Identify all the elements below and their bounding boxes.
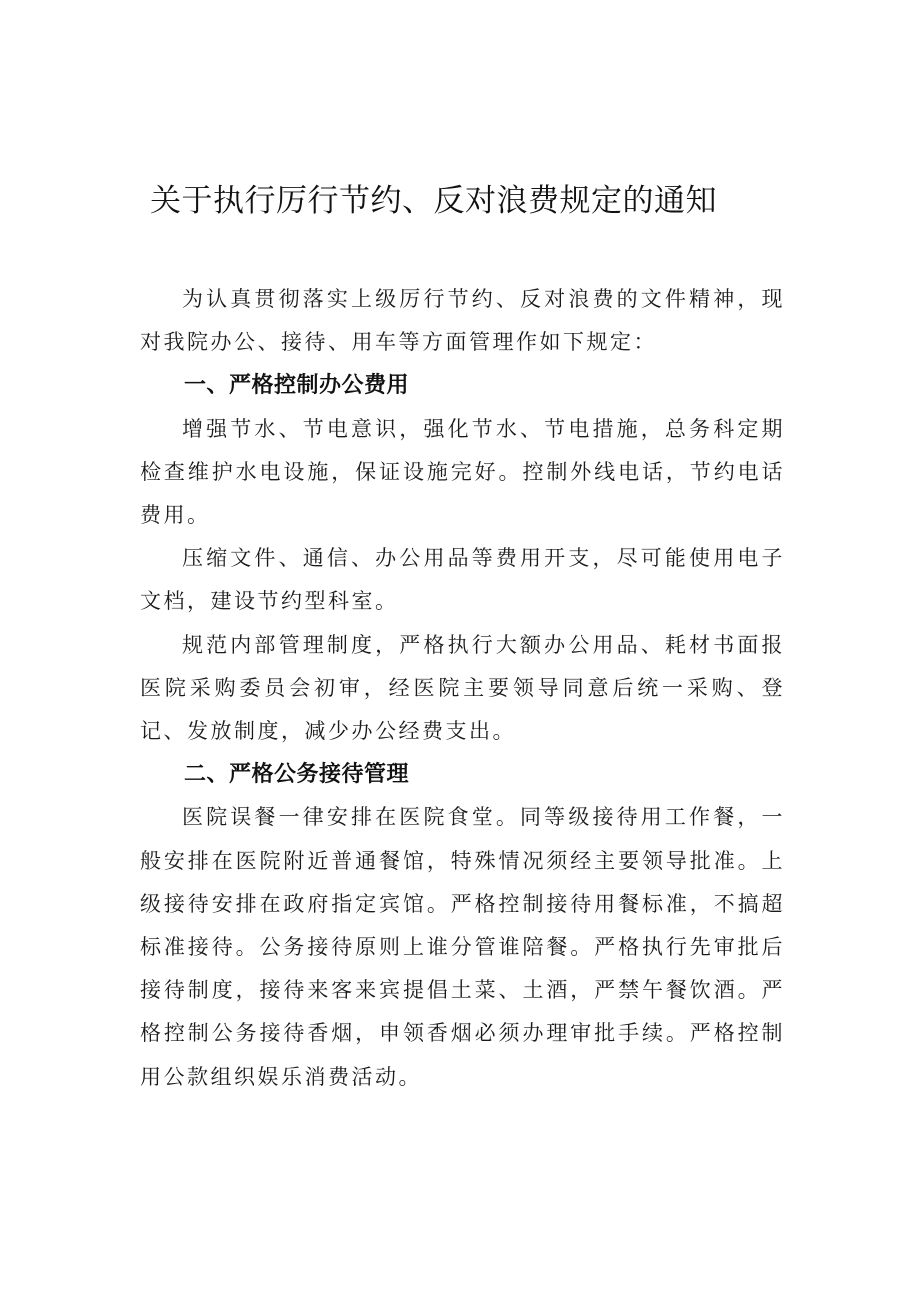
document-body [140,278,785,1099]
body-paragraph: 增强节水、节电意识，强化节水、节电措施，总务科定期检查维护水电设施，保证设施完好。控制外线电话，节约电话费用。 [140,416,785,528]
section-office-expenses [140,364,785,753]
document-title: 关于执行厉行节约、反对浪费规定的通知 [150,183,717,219]
section-official-reception [140,753,785,1099]
section-heading: 一、严格控制办公费用 [184,373,410,399]
body-paragraph: 规范内部管理制度，严格执行大额办公用品、耗材书面报医院采购委员会初审，经医院主要领导同意后统一采购、登记、发放制度，减少办公经费支出。 [140,632,785,744]
body-paragraph: 压缩文件、通信、办公用品等费用开支，尽可能使用电子文档，建设节约型科室。 [140,546,785,614]
section-heading: 二、严格公务接待管理 [184,762,410,788]
body-paragraph: 医院误餐一律安排在医院食堂。同等级接待用工作餐，一般安排在医院附近普通餐馆，特殊情况须经主要领导批准。上级接待安排在政府指定宾馆。严格控制接待用餐标准，不搞超标准接待。公务接待原则上谁分管谁陪餐。严格执行先审批后接待制度，接待来客来宾提倡土菜、土酒，严禁午餐饮酒。严格控制公务接待香烟，申领香烟必须办理审批手续。严格控制用公款组织娱乐消费活动。 [140,805,785,1089]
intro-paragraph: 为认真贯彻落实上级厉行节约、反对浪费的文件精神，现对我院办公、接待、用车等方面管理作如下规定： [140,287,785,355]
